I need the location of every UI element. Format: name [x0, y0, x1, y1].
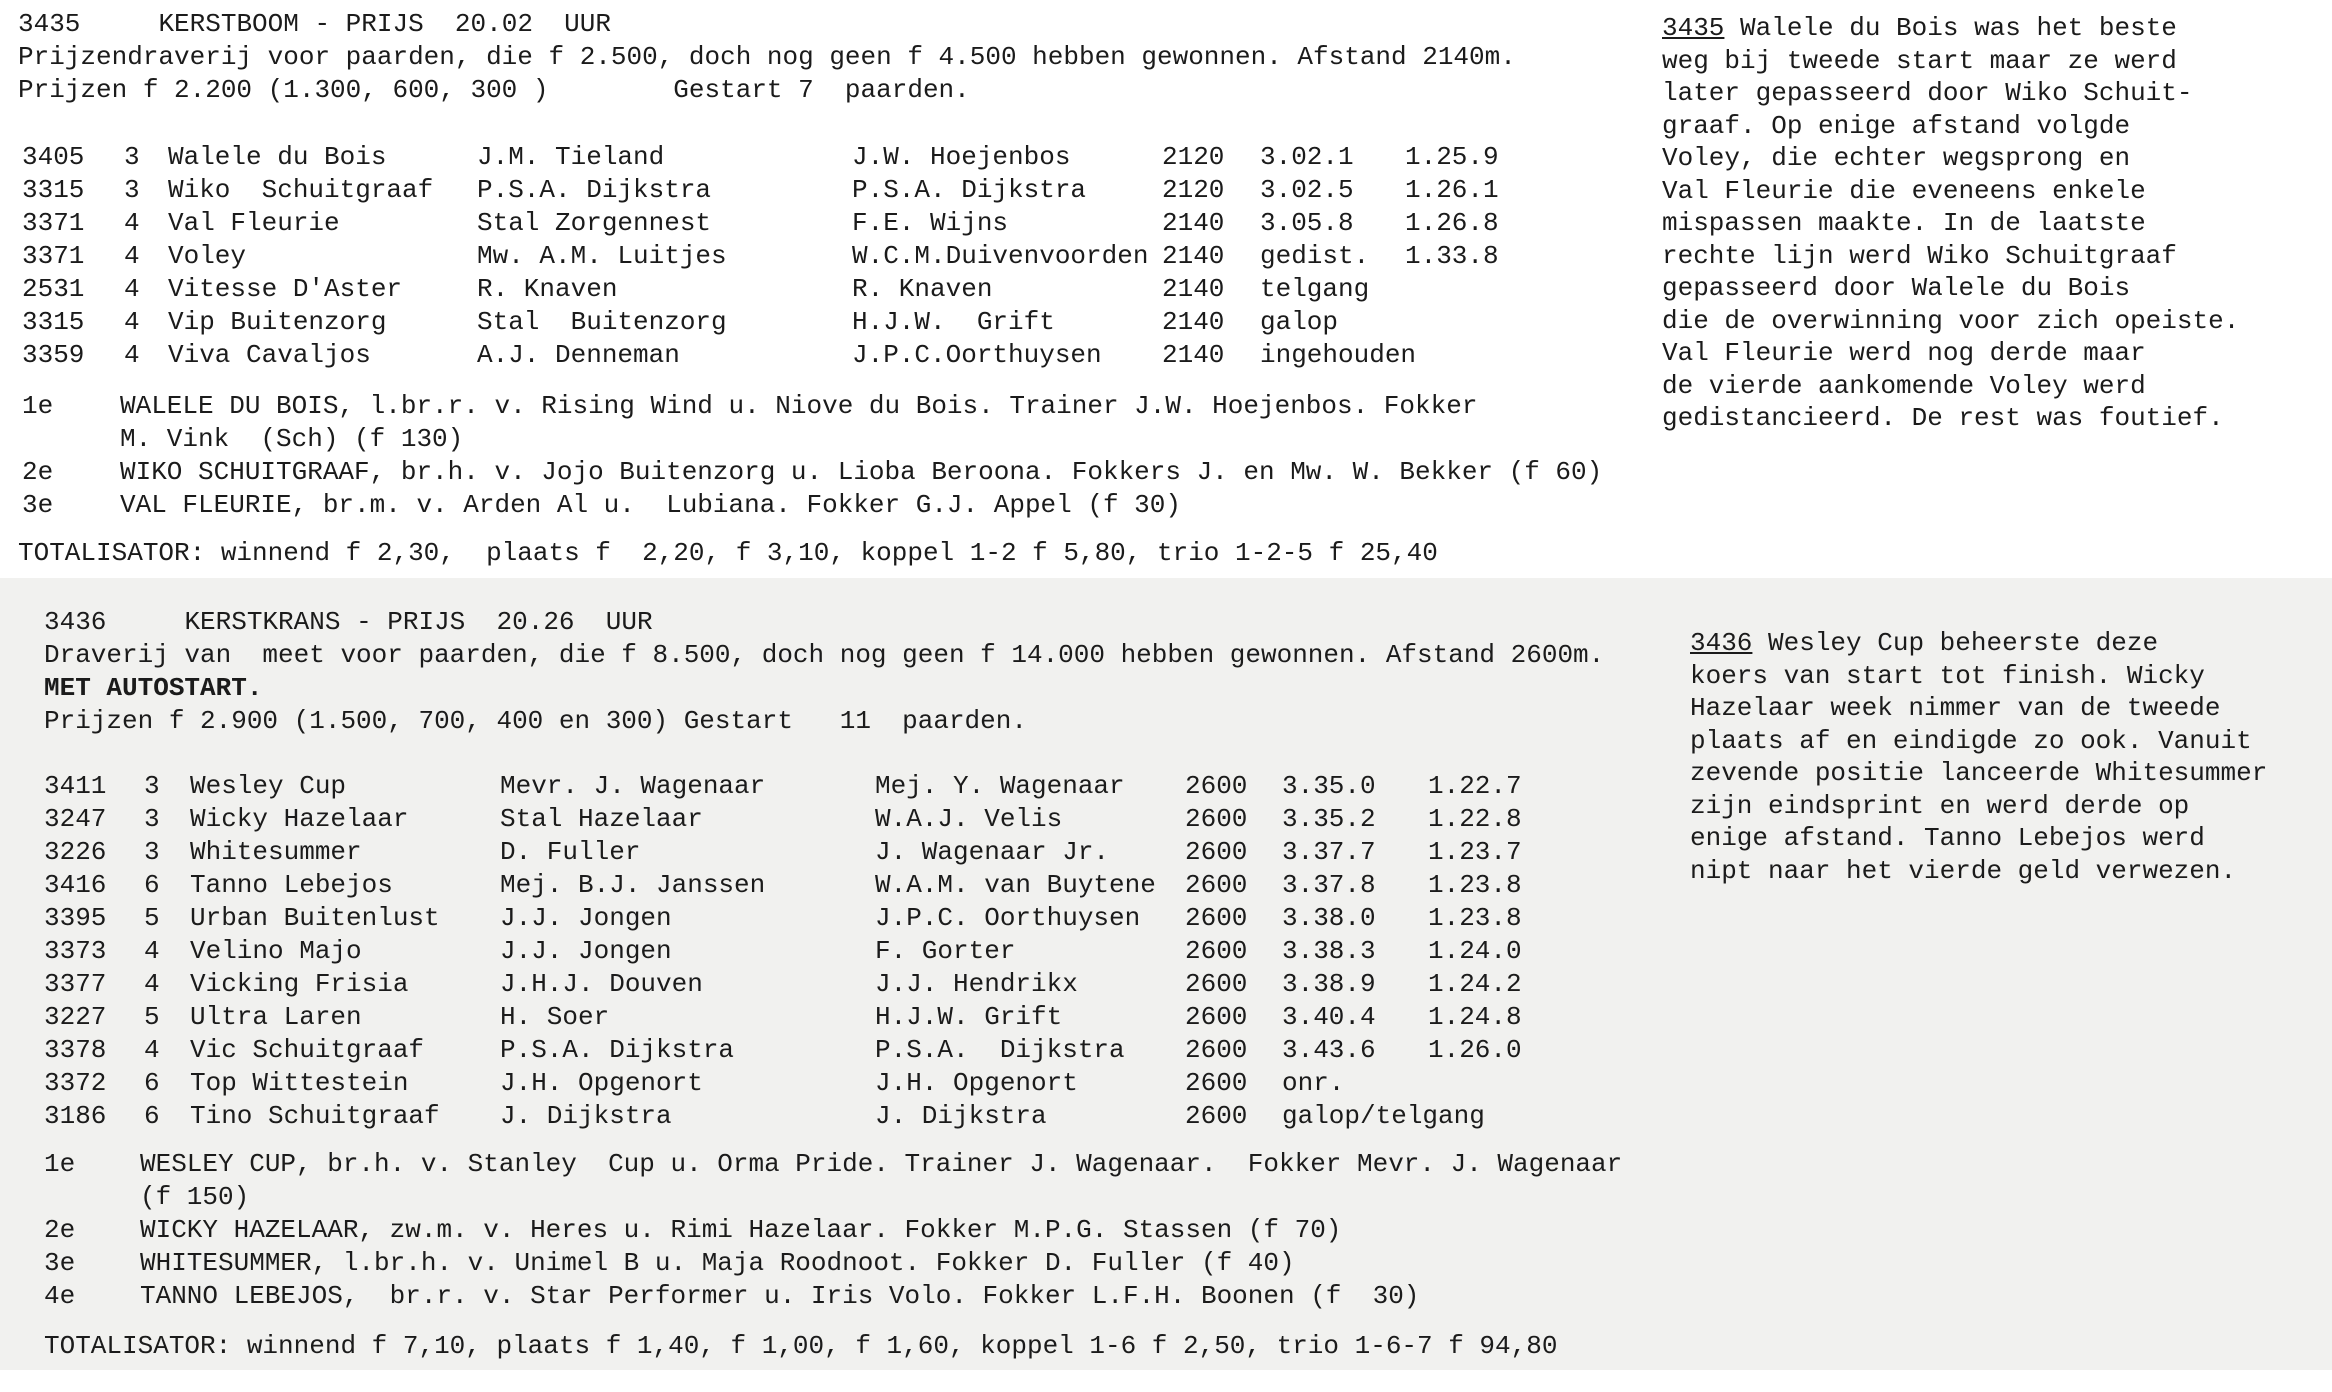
- cell-owner: Stal Buitenzorg: [477, 307, 727, 337]
- cell-km: 1.24.8: [1428, 1002, 1522, 1032]
- placing-3-label: 3e: [22, 490, 54, 520]
- commentary-line-2: weg bij tweede start maar ze werd: [1662, 45, 2177, 76]
- race-3436-section: [0, 578, 2332, 1370]
- cell-age: 3: [124, 142, 140, 172]
- cell-driver: J. Wagenaar Jr.: [875, 837, 1110, 867]
- cell-km: 1.26.1: [1405, 175, 1499, 205]
- cell-owner: J. Dijkstra: [500, 1101, 672, 1131]
- totalisator: TOTALISATOR: winnend f 2,30, plaats f 2,20, f 3,10, koppel 1-2 f 5,80, trio 1-2-5 f 25,40: [18, 538, 1438, 568]
- cell-id: 3378: [44, 1035, 107, 1065]
- cell-driver: W.A.J. Velis: [875, 804, 1063, 834]
- race-time-unit: UUR: [564, 9, 611, 39]
- cell-km: 1.23.8: [1428, 903, 1522, 933]
- commentary-line-1: 3436 Wesley Cup beheerste deze: [1690, 628, 2159, 658]
- race-time: 20.26: [496, 607, 575, 637]
- cell-owner: Stal Hazelaar: [500, 804, 703, 834]
- cell-time: 3.43.6: [1282, 1035, 1376, 1065]
- cell-time: 3.40.4: [1282, 1002, 1376, 1032]
- cell-dist: 2600: [1185, 870, 1248, 900]
- cell-horse: Vitesse D'Aster: [168, 274, 403, 304]
- cell-horse: Tino Schuitgraaf: [190, 1101, 440, 1131]
- placing-4-label: 4e: [44, 1281, 76, 1311]
- cell-km: 1.23.7: [1428, 837, 1522, 867]
- commentary-line-12: de vierde aankomende Voley werd: [1662, 370, 2146, 401]
- cell-id: 3315: [22, 175, 85, 205]
- cell-dist: 2140: [1162, 241, 1225, 271]
- cell-horse: Wiko Schuitgraaf: [168, 175, 434, 205]
- cell-time: onr.: [1282, 1068, 1345, 1098]
- commentary-line-3: later gepasseerd door Wiko Schuit-: [1662, 78, 2193, 108]
- cell-driver: F. Gorter: [875, 936, 1016, 966]
- race-name: KERSTKRANS - PRIJS: [184, 607, 466, 637]
- cell-age: 4: [144, 936, 160, 966]
- cell-horse: Velino Majo: [190, 936, 362, 966]
- cell-horse: Ultra Laren: [190, 1002, 362, 1032]
- cell-owner: Mevr. J. Wagenaar: [500, 771, 766, 801]
- commentary-line-5: Voley, die echter wegsprong en: [1662, 143, 2131, 173]
- cell-dist: 2600: [1185, 903, 1248, 933]
- cell-km: 1.22.8: [1428, 804, 1522, 834]
- cell-age: 5: [144, 1002, 160, 1032]
- cell-dist: 2600: [1185, 1068, 1248, 1098]
- cell-km: 1.24.2: [1428, 969, 1522, 999]
- commentary-line-7: enige afstand. Tanno Lebejos werd: [1690, 823, 2205, 853]
- cell-dist: 2600: [1185, 1101, 1248, 1131]
- placing-3-text: WHITESUMMER, l.br.h. v. Unimel B u. Maja Roodnoot. Fokker D. Fuller (f 40): [140, 1248, 1295, 1278]
- cell-age: 6: [144, 1068, 160, 1098]
- placing-3-text: VAL FLEURIE, br.m. v. Arden Al u. Lubiana. Fokker G.J. Appel (f 30): [120, 490, 1181, 520]
- totalisator: TOTALISATOR: winnend f 7,10, plaats f 1,40, f 1,00, f 1,60, koppel 1-6 f 2,50, trio 1-6-7 f 94,80: [44, 1331, 1558, 1361]
- cell-horse: Wesley Cup: [190, 771, 347, 801]
- race-number: 3436: [44, 607, 107, 637]
- cell-driver: J.J. Hendrikx: [875, 969, 1078, 999]
- race-3435-section: [0, 0, 2332, 578]
- commentary-line-1: 3435 Walele du Bois was het beste: [1662, 13, 2177, 43]
- cell-age: 3: [144, 837, 160, 867]
- cell-id: 3411: [44, 771, 107, 801]
- cell-dist: 2140: [1162, 307, 1225, 337]
- cell-dist: 2600: [1185, 1035, 1248, 1065]
- placing-3-label: 3e: [44, 1248, 76, 1278]
- placing-1-text: WALELE DU BOIS, l.br.r. v. Rising Wind u. Niove du Bois. Trainer J.W. Hoejenbos. Fokker: [120, 391, 1478, 421]
- cell-driver: H.J.W. Grift: [852, 307, 1055, 337]
- cell-owner: A.J. Denneman: [477, 340, 680, 370]
- cell-id: 3373: [44, 936, 107, 966]
- cell-driver: J.P.C. Oorthuysen: [875, 903, 1141, 933]
- cell-owner: P.S.A. Dijkstra: [477, 175, 712, 205]
- cell-driver: W.A.M. van Buytene: [875, 870, 1156, 900]
- placing-2-label: 2e: [44, 1215, 76, 1245]
- commentary-line-13: gedistancieerd. De rest was foutief.: [1662, 403, 2224, 433]
- commentary-line-6: Val Fleurie die eveneens enkele: [1662, 175, 2146, 206]
- placing-1-label: 1e: [22, 391, 54, 421]
- commentary-line-3: Hazelaar week nimmer van de tweede: [1690, 693, 2221, 723]
- race-header: [18, 8, 611, 41]
- cell-id: 3416: [44, 870, 107, 900]
- cell-horse: Walele du Bois: [168, 142, 387, 172]
- commentary-line-2: koers van start tot finish. Wicky: [1690, 660, 2205, 691]
- cell-horse: Whitesummer: [190, 837, 362, 867]
- cell-horse: Vicking Frisia: [190, 969, 409, 999]
- race-prizes: Prijzen f 2.200 (1.300, 600, 300 ) Gestart 7 paarden.: [18, 75, 970, 105]
- cell-age: 4: [144, 1035, 160, 1065]
- cell-dist: 2120: [1162, 175, 1225, 205]
- cell-driver: R. Knaven: [852, 274, 993, 304]
- cell-km: 1.24.0: [1428, 936, 1522, 966]
- cell-driver: F.E. Wijns: [852, 208, 1009, 238]
- cell-id: 3247: [44, 804, 107, 834]
- cell-time: galop/telgang: [1282, 1101, 1485, 1131]
- cell-age: 3: [124, 175, 140, 205]
- cell-time: 3.35.2: [1282, 804, 1376, 834]
- cell-age: 4: [124, 274, 140, 304]
- cell-driver: J. Dijkstra: [875, 1101, 1047, 1131]
- commentary-line-4: graaf. Op enige afstand volgde: [1662, 110, 2131, 141]
- cell-owner: Mw. A.M. Luitjes: [477, 241, 727, 271]
- cell-time: telgang: [1260, 274, 1370, 304]
- cell-time: 3.02.5: [1260, 175, 1354, 205]
- page-bottom-margin: [0, 1370, 2332, 1392]
- cell-dist: 2140: [1162, 274, 1225, 304]
- placing-1-label: 1e: [44, 1149, 76, 1179]
- placing-2-text: WICKY HAZELAAR, zw.m. v. Heres u. Rimi Hazelaar. Fokker M.P.G. Stassen (f 70): [140, 1215, 1342, 1245]
- cell-id: 3186: [44, 1101, 107, 1131]
- commentary-line-8: nipt naar het vierde geld verwezen.: [1690, 855, 2237, 886]
- race-conditions: Draverij van meet voor paarden, die f 8.500, doch nog geen f 14.000 hebben gewonnen. Afstand 2600m.: [44, 640, 1605, 670]
- cell-horse: Tanno Lebejos: [190, 870, 393, 900]
- cell-time: 3.38.0: [1282, 903, 1376, 933]
- placing-1-continued: (f 150): [140, 1182, 250, 1212]
- race-time-unit: UUR: [605, 607, 653, 637]
- race-time: 20.02: [454, 9, 533, 39]
- cell-owner: D. Fuller: [500, 837, 641, 867]
- autostart-note: MET AUTOSTART.: [44, 673, 263, 703]
- cell-time: 3.05.8: [1260, 208, 1354, 238]
- commentary-race-ref: 3436: [1690, 628, 1753, 658]
- commentary-race-ref: 3435: [1662, 13, 1725, 43]
- cell-time: 3.38.9: [1282, 969, 1376, 999]
- cell-horse: Viva Cavaljos: [168, 340, 371, 370]
- placing-4-text: TANNO LEBEJOS, br.r. v. Star Performer u. Iris Volo. Fokker L.F.H. Boonen (f 30): [140, 1281, 1420, 1311]
- placing-2-label: 2e: [22, 457, 54, 487]
- cell-km: 1.26.0: [1428, 1035, 1522, 1065]
- cell-dist: 2600: [1185, 771, 1248, 801]
- cell-driver: J.H. Opgenort: [875, 1068, 1078, 1098]
- cell-id: 3371: [22, 241, 85, 271]
- cell-km: 1.26.8: [1405, 208, 1499, 238]
- cell-horse: Val Fleurie: [168, 208, 340, 238]
- cell-dist: 2600: [1185, 936, 1248, 966]
- cell-driver: J.W. Hoejenbos: [852, 142, 1071, 172]
- cell-km: 1.25.9: [1405, 142, 1499, 172]
- cell-driver: J.P.C.Oorthuysen: [852, 340, 1102, 370]
- cell-time: 3.38.3: [1282, 936, 1376, 966]
- commentary-line-11: Val Fleurie werd nog derde maar: [1662, 338, 2146, 368]
- cell-horse: Vic Schuitgraaf: [190, 1035, 425, 1065]
- cell-driver: W.C.M.Duivenvoorden: [852, 241, 1149, 271]
- cell-age: 3: [144, 771, 160, 801]
- cell-id: 3377: [44, 969, 107, 999]
- cell-time: 3.37.8: [1282, 870, 1376, 900]
- cell-id: 3372: [44, 1068, 107, 1098]
- cell-driver: Mej. Y. Wagenaar: [875, 771, 1125, 801]
- cell-age: 6: [144, 1101, 160, 1131]
- placing-2-text: WIKO SCHUITGRAAF, br.h. v. Jojo Buitenzorg u. Lioba Beroona. Fokkers J. en Mw. W. Bekker (f 60): [120, 457, 1603, 487]
- cell-horse: Vip Buitenzorg: [168, 307, 387, 337]
- cell-age: 6: [144, 870, 160, 900]
- cell-owner: H. Soer: [500, 1002, 610, 1032]
- cell-time: ingehouden: [1260, 340, 1417, 370]
- cell-id: 3371: [22, 208, 85, 238]
- cell-km: 1.22.7: [1428, 771, 1522, 801]
- cell-dist: 2120: [1162, 142, 1225, 172]
- commentary-line-10: die de overwinning voor zich opeiste.: [1662, 305, 2240, 336]
- cell-id: 3226: [44, 837, 107, 867]
- race-header: [44, 606, 653, 639]
- cell-owner: J.J. Jongen: [500, 936, 672, 966]
- race-prizes: Prijzen f 2.900 (1.500, 700, 400 en 300) Gestart 11 paarden.: [44, 706, 1027, 736]
- cell-dist: 2600: [1185, 1002, 1248, 1032]
- cell-id: 2531: [22, 274, 85, 304]
- cell-time: 3.02.1: [1260, 142, 1354, 172]
- cell-id: 3359: [22, 340, 85, 370]
- cell-age: 4: [124, 208, 140, 238]
- cell-id: 3405: [22, 142, 85, 172]
- cell-horse: Top Wittestein: [190, 1068, 409, 1098]
- cell-km: 1.33.8: [1405, 241, 1499, 271]
- commentary-line-7: mispassen maakte. In de laatste: [1662, 208, 2146, 238]
- cell-horse: Voley: [168, 241, 247, 271]
- cell-time: galop: [1260, 307, 1339, 337]
- commentary-line-9: gepasseerd door Walele du Bois: [1662, 273, 2131, 303]
- cell-owner: J.H. Opgenort: [500, 1068, 703, 1098]
- cell-time: 3.37.7: [1282, 837, 1376, 867]
- race-number: 3435: [18, 9, 81, 39]
- cell-driver: H.J.W. Grift: [875, 1002, 1063, 1032]
- race-conditions: Prijzendraverij voor paarden, die f 2.500, doch nog geen f 4.500 hebben gewonnen. Afstand 2140m.: [18, 42, 1516, 72]
- commentary-line-4: plaats af en eindigde zo ook. Vanuit: [1690, 725, 2252, 756]
- commentary-line-6: zijn eindsprint en werd derde op: [1690, 790, 2190, 821]
- cell-dist: 2600: [1185, 837, 1248, 867]
- cell-dist: 2140: [1162, 208, 1225, 238]
- cell-dist: 2140: [1162, 340, 1225, 370]
- cell-km: 1.23.8: [1428, 870, 1522, 900]
- cell-owner: Mej. B.J. Janssen: [500, 870, 766, 900]
- cell-age: 4: [124, 340, 140, 370]
- cell-owner: P.S.A. Dijkstra: [500, 1035, 735, 1065]
- commentary-line-5: zevende positie lanceerde Whitesummer: [1690, 758, 2268, 788]
- cell-owner: J.J. Jongen: [500, 903, 672, 933]
- cell-age: 4: [124, 241, 140, 271]
- cell-id: 3395: [44, 903, 107, 933]
- cell-owner: J.H.J. Douven: [500, 969, 703, 999]
- cell-age: 5: [144, 903, 160, 933]
- cell-driver: P.S.A. Dijkstra: [875, 1035, 1125, 1065]
- placing-1-text: WESLEY CUP, br.h. v. Stanley Cup u. Orma Pride. Trainer J. Wagenaar. Fokker Mevr. J. Wagenaar: [140, 1149, 1623, 1179]
- cell-time: 3.35.0: [1282, 771, 1376, 801]
- cell-owner: R. Knaven: [477, 274, 618, 304]
- cell-driver: P.S.A. Dijkstra: [852, 175, 1087, 205]
- cell-age: 4: [124, 307, 140, 337]
- placing-1-continued: M. Vink (Sch) (f 130): [120, 424, 464, 454]
- cell-owner: J.M. Tieland: [477, 142, 665, 172]
- cell-dist: 2600: [1185, 969, 1248, 999]
- commentary-line-8: rechte lijn werd Wiko Schuitgraaf: [1662, 240, 2177, 271]
- cell-horse: Wicky Hazelaar: [190, 804, 409, 834]
- cell-id: 3315: [22, 307, 85, 337]
- cell-owner: Stal Zorgennest: [477, 208, 712, 238]
- cell-id: 3227: [44, 1002, 107, 1032]
- cell-time: gedist.: [1260, 241, 1370, 271]
- cell-age: 4: [144, 969, 160, 999]
- cell-age: 3: [144, 804, 160, 834]
- cell-dist: 2600: [1185, 804, 1248, 834]
- cell-horse: Urban Buitenlust: [190, 903, 440, 933]
- race-name: KERSTBOOM - PRIJS: [158, 9, 424, 39]
